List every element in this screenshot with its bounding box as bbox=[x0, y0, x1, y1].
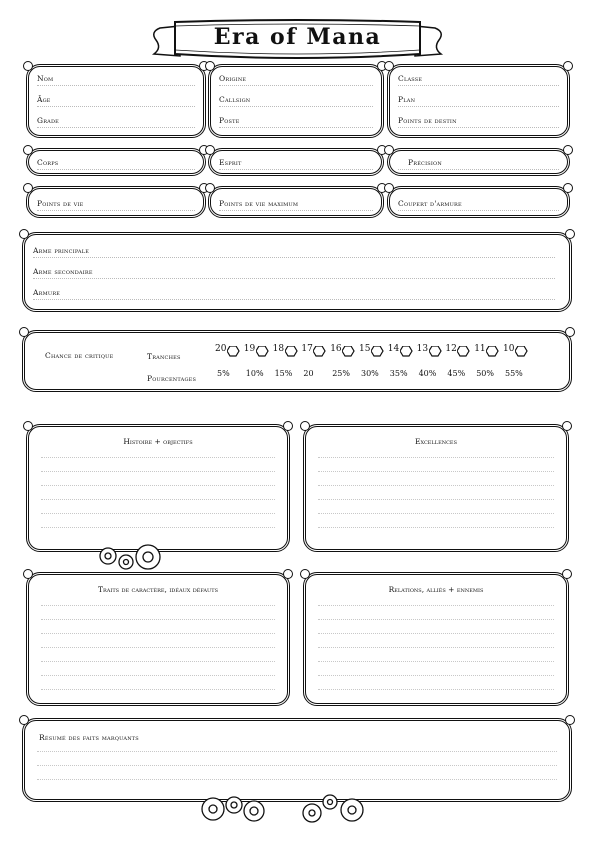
resume-box bbox=[22, 718, 572, 802]
tranche-16: 16 bbox=[330, 344, 342, 354]
hexagon-checkbox-icon[interactable] bbox=[486, 346, 499, 357]
vitals-box-hp bbox=[26, 186, 206, 218]
vitals-box-hp-max bbox=[208, 186, 384, 218]
traits-title: Traits de caractère, idéaux défauts bbox=[97, 585, 219, 594]
excellences-box bbox=[303, 424, 569, 552]
hexagon-checkbox-icon[interactable] bbox=[256, 346, 269, 357]
identity-box-2 bbox=[208, 64, 384, 138]
crit-box bbox=[22, 330, 572, 392]
hexagon-checkbox-icon[interactable] bbox=[227, 346, 240, 357]
pourcentage-5: 30% bbox=[361, 369, 379, 378]
tranche-11: 11 bbox=[474, 344, 486, 354]
attribute-box-corps bbox=[26, 148, 206, 176]
pourcentage-4: 25% bbox=[332, 369, 350, 378]
plan-field[interactable]: Plan bbox=[398, 92, 559, 107]
pourcentage-10: 55% bbox=[505, 369, 523, 378]
post-field[interactable]: Poste bbox=[219, 113, 373, 128]
identity-box-1 bbox=[26, 64, 206, 138]
hexagon-checkbox-icon[interactable] bbox=[313, 346, 326, 357]
attribute-box-precision bbox=[387, 148, 570, 176]
excellences-title: Excellences bbox=[415, 437, 457, 446]
histoire-box bbox=[26, 424, 290, 552]
histoire-title: Histoire + objectifs bbox=[123, 437, 193, 446]
pourcentage-2: 15% bbox=[274, 369, 293, 378]
pourcentage-7: 40% bbox=[418, 369, 437, 378]
tranche-20: 20 bbox=[215, 344, 227, 354]
secondary-weapon-field[interactable]: Arme secondaire bbox=[33, 264, 555, 279]
pourcentage-8: 45% bbox=[447, 369, 466, 378]
tranche-14: 14 bbox=[387, 344, 400, 354]
tranche-12: 12 bbox=[445, 344, 457, 354]
hp-max-field[interactable]: Points de vie maximum bbox=[219, 196, 373, 211]
attribute-box-esprit bbox=[208, 148, 384, 176]
relations-title: Relations, alliés + ennemis bbox=[388, 585, 484, 594]
hexagon-checkbox-icon[interactable] bbox=[400, 346, 413, 357]
corps-field[interactable]: Corps bbox=[37, 155, 195, 170]
title-banner bbox=[150, 18, 445, 62]
gears-icon-bottom-right bbox=[300, 792, 372, 826]
pourcentage-9: 50% bbox=[476, 369, 494, 378]
precision-field[interactable]: Précision bbox=[398, 155, 559, 170]
vitals-box-armor bbox=[387, 186, 570, 218]
hexagon-checkbox-icon[interactable] bbox=[429, 346, 442, 357]
armor-field[interactable]: Armure bbox=[33, 285, 555, 300]
hexagon-checkbox-icon[interactable] bbox=[371, 346, 384, 357]
identity-box-3 bbox=[387, 64, 570, 138]
page-title: Era of Mana bbox=[213, 24, 382, 50]
crit-label: Chance de critique bbox=[45, 351, 114, 360]
gears-icon-bottom-left bbox=[200, 792, 272, 826]
tranche-19: 19 bbox=[243, 344, 256, 354]
tranche-17: 17 bbox=[301, 344, 313, 354]
hexagon-checkbox-icon[interactable] bbox=[342, 346, 355, 357]
destiny-points-field[interactable]: Points de destin bbox=[398, 113, 559, 128]
pourcentage-6: 35% bbox=[389, 369, 408, 378]
tranches-label: Tranches bbox=[147, 352, 181, 361]
pourcentage-3: 20 bbox=[303, 369, 314, 378]
hexagon-checkbox-icon[interactable] bbox=[457, 346, 470, 357]
hexagon-checkbox-icon[interactable] bbox=[515, 346, 528, 357]
relations-box bbox=[303, 572, 569, 706]
tranche-10: 10 bbox=[503, 344, 515, 354]
origin-field[interactable]: Origine bbox=[219, 71, 373, 86]
class-field[interactable]: Classe bbox=[398, 71, 559, 86]
esprit-field[interactable]: Esprit bbox=[219, 155, 373, 170]
armor-cover-field[interactable]: Coupert d'armure bbox=[398, 196, 559, 211]
pourcentages-label: Pourcentages bbox=[147, 374, 197, 383]
age-field[interactable]: Âge bbox=[37, 92, 195, 107]
name-field[interactable]: Nom bbox=[37, 71, 195, 86]
tranche-15: 15 bbox=[359, 344, 371, 354]
resume-title: Résumé des faits marquants bbox=[39, 733, 139, 742]
tranche-18: 18 bbox=[272, 344, 285, 354]
equipment-box bbox=[22, 232, 572, 312]
hp-field[interactable]: Points de vie bbox=[37, 196, 195, 211]
pourcentage-0: 5% bbox=[217, 369, 230, 378]
tranche-13: 13 bbox=[416, 344, 429, 354]
gears-icon bbox=[96, 540, 168, 574]
main-weapon-field[interactable]: Arme principale bbox=[33, 243, 555, 258]
pourcentage-1: 10% bbox=[245, 369, 264, 378]
callsign-field[interactable]: Callsign bbox=[219, 92, 373, 107]
hexagon-checkbox-icon[interactable] bbox=[285, 346, 298, 357]
traits-box bbox=[26, 572, 290, 706]
grade-field[interactable]: Grade bbox=[37, 113, 195, 128]
